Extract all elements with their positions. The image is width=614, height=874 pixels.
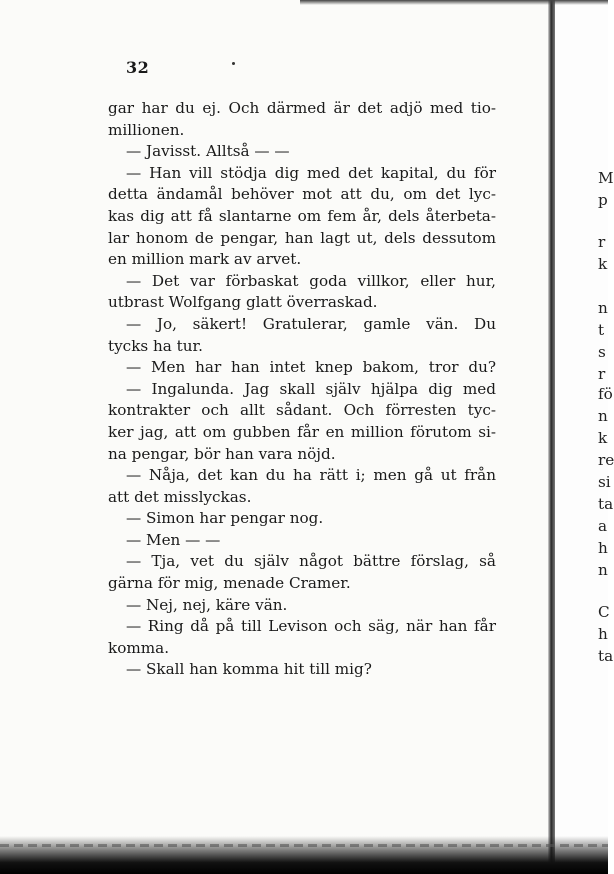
text-line: na pengar, bör han vara nöjd. xyxy=(108,444,336,463)
text-line: — Skall han komma hit till mig? xyxy=(126,660,372,679)
edge-letter: ta xyxy=(598,647,614,665)
book-gutter xyxy=(548,0,555,874)
text-line: — Nej, nej, käre vän. xyxy=(126,595,288,614)
edge-letter: a xyxy=(598,517,608,535)
edge-letter: ta xyxy=(598,495,614,513)
edge-letter: h xyxy=(598,539,608,557)
edge-letter: si xyxy=(598,473,611,491)
edge-letter: C xyxy=(598,603,610,621)
text-line: tycks ha tur. xyxy=(108,336,203,355)
text-line: att det misslyckas. xyxy=(108,487,252,506)
edge-letter: re xyxy=(598,451,614,469)
edge-letter: k xyxy=(598,255,608,273)
page-number: 32 xyxy=(126,58,150,77)
edge-letter: fö xyxy=(598,385,613,403)
edge-letter: t xyxy=(598,321,605,339)
edge-letter: M xyxy=(598,169,614,187)
text-line: en million mark av arvet. xyxy=(108,250,302,269)
edge-letter: s xyxy=(598,343,606,361)
text-line: kontrakter och allt sådant. Och förresten tyc- xyxy=(108,401,496,420)
text-line: utbrast Wolfgang glatt överraskad. xyxy=(108,293,378,312)
text-line: — Javisst. Alltså — — xyxy=(126,142,290,161)
edge-letter: k xyxy=(598,429,608,447)
edge-letter: h xyxy=(598,625,608,643)
text-line: millionen. xyxy=(108,120,185,139)
text-line: ker jag, att om gubben får en million förutom si- xyxy=(108,422,496,441)
paper-speck xyxy=(232,62,235,65)
text-line: gärna för mig, menade Cramer. xyxy=(108,574,351,593)
text-line: komma. xyxy=(108,638,170,657)
text-line: — Ring då på till Levison och säg, när han får xyxy=(126,617,496,636)
text-line: — Han vill stödja dig med det kapital, du för xyxy=(126,163,496,182)
scan-bottom-shadow xyxy=(0,836,608,874)
text-line: gar har du ej. Och därmed är det adjö med tio- xyxy=(108,99,496,117)
edge-letter: n xyxy=(598,407,608,425)
text-line: — Tja, vet du själv något bättre förslag, så xyxy=(126,552,496,571)
edge-letter: n xyxy=(598,299,608,317)
edge-letter: n xyxy=(598,561,608,579)
text-line: — Nåja, det kan du ha rätt i; men gå ut från xyxy=(126,466,496,485)
text-line: kas dig att få slantarne om fem år, dels återbeta- xyxy=(108,206,496,225)
text-line: — Ingalunda. Jag skall själv hjälpa dig med xyxy=(126,379,496,398)
text-line: — Det var förbaskat goda villkor, eller hur, xyxy=(126,271,496,290)
book-page-right-edge xyxy=(555,0,614,874)
text-line: lar honom de pengar, han lagt ut, dels dessutom xyxy=(108,228,496,247)
text-line: — Men — — xyxy=(126,530,221,549)
text-line: detta ändamål behöver mot att du, om det lyc- xyxy=(108,185,496,204)
scan-top-shadow xyxy=(300,0,608,5)
edge-letter: p xyxy=(598,191,608,209)
body-text xyxy=(108,98,496,681)
text-line: — Jo, säkert! Gratulerar, gamle vän. Du xyxy=(126,314,496,333)
text-line: — Simon har pengar nog. xyxy=(126,509,324,528)
text-line: — Men har han intet knep bakom, tror du? xyxy=(126,358,496,377)
edge-letter: r xyxy=(598,233,606,251)
edge-letter: r xyxy=(598,365,606,383)
